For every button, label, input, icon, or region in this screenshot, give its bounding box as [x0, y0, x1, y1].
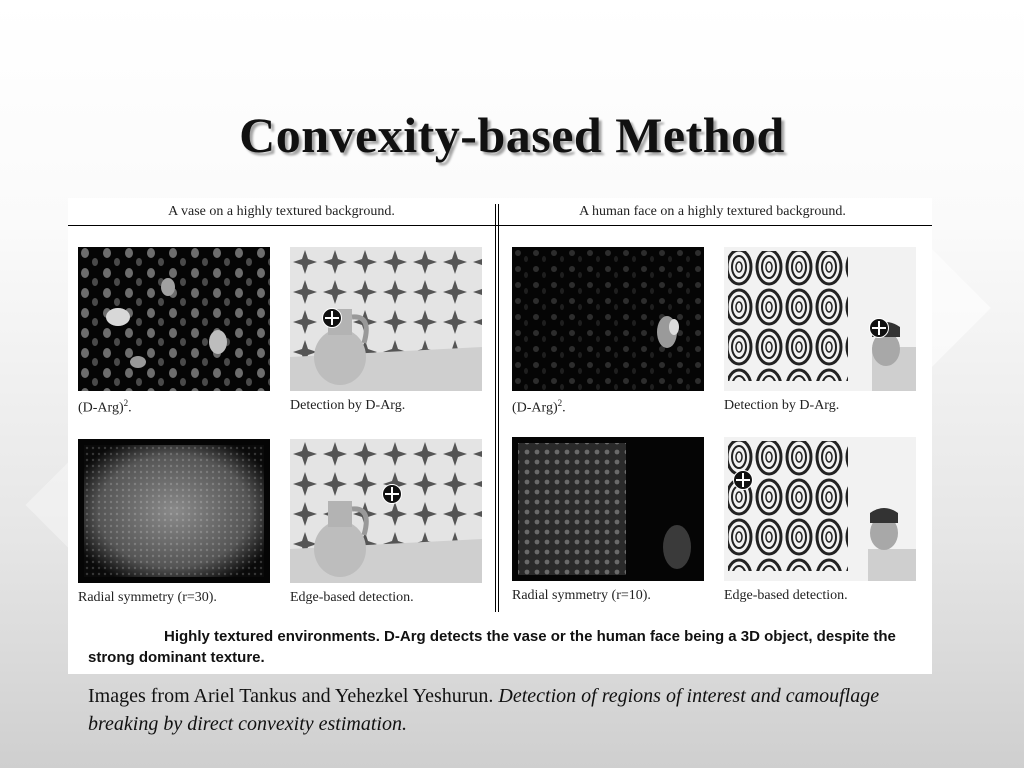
vase-scene-illustration: [290, 247, 482, 391]
credit-paper-title: Detection of regions of interest and camouflage breaking by direct convexity estimation.: [88, 685, 880, 735]
face-edge-detection-image: [724, 437, 916, 581]
face-darg-squared-label: $(D-Arg)^2$.: [512, 398, 566, 416]
credit-authors: Images from Ariel Tankus and Yehezkel Yeshurun.: [88, 685, 494, 707]
face-edge-detection-label: Edge-based detection.: [724, 588, 848, 603]
detection-marker-icon: [869, 318, 889, 338]
vase-darg-squared-image: [78, 247, 270, 391]
figure-caption: [88, 626, 918, 668]
vase-detection-darg-image: [290, 247, 482, 391]
vase-scene-illustration: [290, 439, 482, 583]
figure-caption-body: D-Arg detects the vase or the human face being a 3D object, despite the strong dominant texture.: [88, 628, 896, 666]
face-detection-darg-image: [724, 247, 916, 391]
detection-marker-icon: [382, 484, 402, 504]
panel-divider: [495, 204, 499, 612]
face-radial-symmetry-texture: [512, 437, 704, 581]
slide-title: Convexity-based Method: [239, 107, 785, 163]
detection-marker-icon: [733, 470, 753, 490]
face-scene-illustration: [724, 247, 916, 391]
face-panel-caption: A human face on a highly textured background.: [579, 204, 846, 219]
face-radial-symmetry-image: [512, 437, 704, 581]
face-darg-squared-image: [512, 247, 704, 391]
vase-radial-symmetry-label: Radial symmetry (r=30).: [78, 590, 217, 605]
vase-radial-symmetry-image: [78, 439, 270, 583]
face-darg-squared-texture: [512, 247, 704, 391]
face-scene-illustration: [724, 437, 916, 581]
vase-panel-caption: A vase on a highly textured background.: [168, 204, 395, 219]
header-rule: [68, 225, 932, 226]
vase-darg-squared-label: $(D-Arg)^2$.: [78, 398, 132, 416]
vase-detection-darg-label: Detection by D-Arg.: [290, 398, 406, 413]
figure-caption-lead: Highly textured environments.: [164, 628, 380, 645]
face-detection-darg-label: Detection by D-Arg.: [724, 398, 840, 413]
vase-darg-squared-texture: [78, 247, 270, 391]
vase-edge-detection-label: Edge-based detection.: [290, 590, 414, 605]
vase-edge-detection-image: [290, 439, 482, 583]
face-radial-symmetry-label: Radial symmetry (r=10).: [512, 588, 651, 603]
image-credit: [88, 682, 908, 738]
figure-panel: [68, 198, 932, 674]
detection-marker-icon: [322, 308, 342, 328]
vase-radial-symmetry-texture: [78, 439, 270, 583]
